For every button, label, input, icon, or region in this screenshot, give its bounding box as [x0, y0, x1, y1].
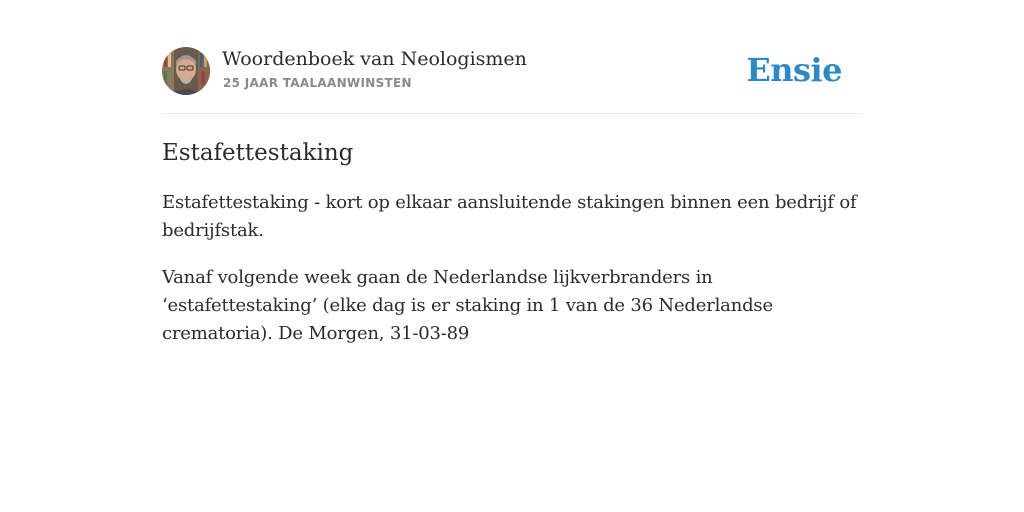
- entry-title: Estafettestaking: [162, 140, 354, 166]
- header: [162, 47, 862, 114]
- author-portrait-icon: [162, 47, 210, 95]
- example-quote-paragraph: Vanaf volgende week gaan de Nederlandse lijkverbranders in ‘estafettestaking’ (elke dag is er staking in 1 van de 36 Nederlandse crematoria). De Morgen, 31-03-89: [162, 267, 773, 344]
- author-avatar[interactable]: [162, 47, 210, 95]
- blog-name-link[interactable]: Woordenboek van Neologismen: [222, 48, 527, 70]
- page: [162, 0, 862, 348]
- blog-subtitle: 25 JAAR TAALAANWINSTEN: [223, 76, 412, 90]
- definition-paragraph: Estafettestaking - kort op elkaar aansluitende stakingen binnen een bedrijf of bedrijfstak.: [162, 192, 857, 241]
- ensie-logo-link[interactable]: Ensie: [746, 51, 842, 89]
